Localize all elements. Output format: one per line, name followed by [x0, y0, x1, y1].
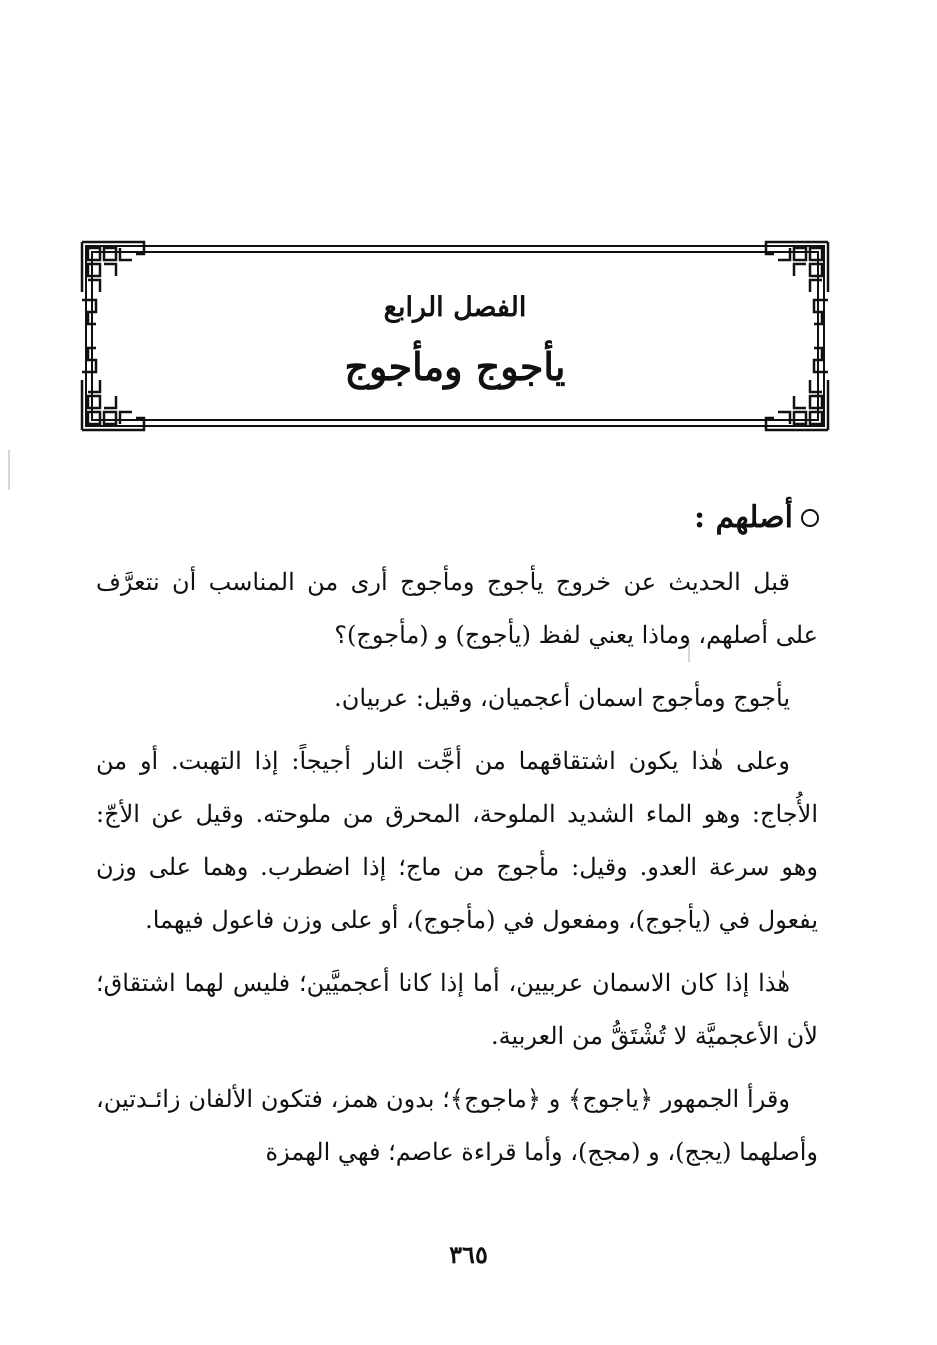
chapter-header-frame: [80, 240, 830, 432]
chapter-title: يأجوج ومأجوج: [344, 344, 566, 389]
paragraph: وقرأ الجمهور ﴿ياجوج﴾ و ﴿ماجوج﴾؛ بدون همز، فتكون الألفان زائـدتين، وأصلهما (يجج)، و (مجج)، وأما قراءة عاصم؛ فهي الهمزة: [96, 1085, 818, 1166]
paragraph: قبل الحديث عن خروج يأجوج ومأجوج أرى من المناسب أن نتعرَّف على أصلهم، وماذا يعني لفظ (يأجوج) و (مأجوج)؟: [96, 568, 818, 649]
scan-artifact: [8, 450, 10, 490]
body-text: [96, 556, 818, 1189]
paragraph: يأجوج ومأجوج اسمان أعجميان، وقيل: عربيان.: [334, 684, 790, 712]
page-number: ٣٦٥: [449, 1240, 488, 1269]
ornamental-border: [80, 240, 830, 432]
section-heading: [694, 500, 819, 535]
chapter-number: الفصل الرابع: [383, 292, 527, 323]
paragraph: وعلى هٰذا يكون اشتقاقهما من أجَّت النار أجيجاً: إذا التهبت. أو من الأُجاج: وهو الماء الشديد الملوحة، المحرق من ملوحته. وقيل عن الأجّ: وهو سرعة العدو. وقيل: مأجوج من ماج؛ إذا اضطرب. وهما على وزن يفعول في (يأجوج)، ومفعول في (مأجوج)، أو على وزن فاعول فيهما.: [96, 747, 818, 934]
section-heading-text: أصلهم :: [693, 500, 793, 535]
circle-icon: [801, 509, 819, 527]
paragraph: هٰذا إذا كان الاسمان عربيين، أما إذا كانا أعجميَّين؛ فليس لهما اشتقاق؛ لأن الأعجميَّة لا تُشْتَقُّ من العربية.: [96, 969, 818, 1050]
